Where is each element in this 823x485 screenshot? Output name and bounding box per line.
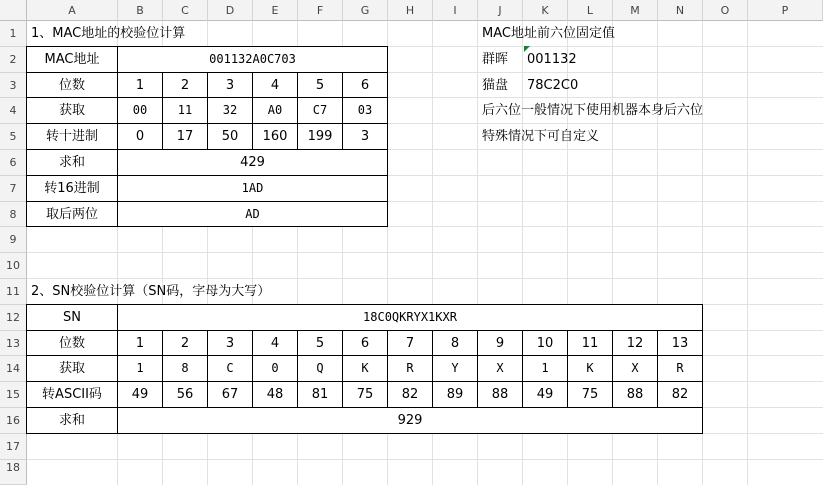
comment-indicator-icon bbox=[524, 46, 530, 52]
sn-ascii-cell[interactable]: 56 bbox=[162, 381, 208, 408]
sn-ascii-cell[interactable]: 89 bbox=[432, 381, 478, 408]
mac-position-label-cell[interactable]: 位数 bbox=[26, 72, 118, 99]
mac-part-cell[interactable]: 00 bbox=[117, 97, 163, 124]
column-header-m[interactable]: M bbox=[613, 0, 658, 21]
row-header-13[interactable]: 13 bbox=[0, 331, 27, 357]
mac-decimal-cell[interactable]: 17 bbox=[162, 123, 208, 150]
row-header-10[interactable]: 10 bbox=[0, 253, 27, 279]
note-line-2[interactable]: 特殊情况下可自定义 bbox=[482, 129, 600, 145]
column-header-h[interactable]: H bbox=[388, 0, 433, 21]
select-all-corner[interactable] bbox=[0, 0, 27, 21]
mac-get-label-cell[interactable]: 获取 bbox=[26, 97, 118, 124]
sn-ascii-cell[interactable]: 49 bbox=[522, 381, 568, 408]
mac-part-cell[interactable]: A0 bbox=[252, 97, 298, 124]
row-header-18[interactable]: 18 bbox=[0, 460, 27, 485]
mac-prefix-title[interactable]: MAC地址前六位固定值 bbox=[482, 26, 615, 41]
column-header-a[interactable]: A bbox=[27, 0, 118, 21]
sn-char-cell[interactable]: X bbox=[612, 355, 658, 382]
column-header-g[interactable]: G bbox=[343, 0, 388, 21]
sn-position-cell[interactable]: 10 bbox=[522, 330, 568, 357]
sn-position-cell[interactable]: 9 bbox=[477, 330, 523, 357]
mac-decimal-cell[interactable]: 199 bbox=[297, 123, 343, 150]
sn-section-title[interactable]: 2、SN校验位计算（SN码，字母为大写） bbox=[31, 284, 271, 299]
column-header-f[interactable]: F bbox=[298, 0, 343, 21]
column-header-c[interactable]: C bbox=[163, 0, 208, 21]
mac-part-cell[interactable]: 32 bbox=[207, 97, 253, 124]
column-header-b[interactable]: B bbox=[118, 0, 163, 21]
mac-decimal-cell[interactable]: 50 bbox=[207, 123, 253, 150]
sn-char-cell[interactable]: 1 bbox=[117, 355, 163, 382]
mac-position-cell[interactable]: 4 bbox=[252, 72, 298, 99]
row-header-14[interactable]: 14 bbox=[0, 356, 27, 382]
mac-decimal-cell[interactable]: 160 bbox=[252, 123, 298, 150]
sn-position-cell[interactable]: 11 bbox=[567, 330, 613, 357]
sn-char-cell[interactable]: Y bbox=[432, 355, 478, 382]
sn-position-cell[interactable]: 7 bbox=[387, 330, 433, 357]
sn-ascii-cell[interactable]: 67 bbox=[207, 381, 253, 408]
row-header-5[interactable]: 5 bbox=[0, 124, 27, 150]
sn-position-cell[interactable]: 12 bbox=[612, 330, 658, 357]
sn-char-cell[interactable]: 8 bbox=[162, 355, 208, 382]
mac-hex-label-cell[interactable]: 转16进制 bbox=[26, 175, 118, 202]
row-header-1[interactable]: 1 bbox=[0, 21, 27, 47]
mac-hex-cell[interactable]: 1AD bbox=[117, 175, 388, 202]
sn-char-cell[interactable]: Q bbox=[297, 355, 343, 382]
row-header-12[interactable]: 12 bbox=[0, 305, 27, 331]
sn-position-cell[interactable]: 2 bbox=[162, 330, 208, 357]
sn-ascii-label-cell[interactable]: 转ASCII码 bbox=[26, 381, 118, 408]
row-header-17[interactable]: 17 bbox=[0, 434, 27, 460]
mac-position-cell[interactable]: 5 bbox=[297, 72, 343, 99]
row-header-2[interactable]: 2 bbox=[0, 47, 27, 73]
column-header-p[interactable]: P bbox=[748, 0, 823, 21]
sn-char-cell[interactable]: C bbox=[207, 355, 253, 382]
synology-value[interactable]: 001132 bbox=[527, 51, 577, 67]
column-header-k[interactable]: K bbox=[523, 0, 568, 21]
sn-ascii-cell[interactable]: 81 bbox=[297, 381, 343, 408]
gridline-h bbox=[27, 459, 823, 460]
nas-value[interactable]: 78C2C0 bbox=[527, 77, 579, 93]
sn-char-cell[interactable]: R bbox=[657, 355, 703, 382]
sn-get-label-cell[interactable]: 获取 bbox=[26, 355, 118, 382]
mac-part-cell[interactable]: C7 bbox=[297, 97, 343, 124]
sn-position-cell[interactable]: 13 bbox=[657, 330, 703, 357]
mac-sum-label-cell[interactable]: 求和 bbox=[26, 149, 118, 176]
column-header-e[interactable]: E bbox=[253, 0, 298, 21]
sn-position-cell[interactable]: 3 bbox=[207, 330, 253, 357]
sn-position-cell[interactable]: 1 bbox=[117, 330, 163, 357]
mac-sum-cell[interactable]: 429 bbox=[117, 149, 388, 176]
sn-position-cell[interactable]: 5 bbox=[297, 330, 343, 357]
mac-section-title[interactable]: 1、MAC地址的校验位计算 bbox=[31, 26, 186, 41]
column-header-l[interactable]: L bbox=[568, 0, 613, 21]
row-header-8[interactable]: 8 bbox=[0, 202, 27, 228]
row-header-4[interactable]: 4 bbox=[0, 98, 27, 124]
mac-position-cell[interactable]: 6 bbox=[342, 72, 388, 99]
sn-ascii-cell[interactable]: 75 bbox=[567, 381, 613, 408]
sn-char-cell[interactable]: 0 bbox=[252, 355, 298, 382]
sn-ascii-cell[interactable]: 88 bbox=[612, 381, 658, 408]
mac-decimal-cell[interactable]: 3 bbox=[342, 123, 388, 150]
sn-ascii-cell[interactable]: 88 bbox=[477, 381, 523, 408]
sn-char-cell[interactable]: X bbox=[477, 355, 523, 382]
mac-position-cell[interactable]: 2 bbox=[162, 72, 208, 99]
sn-ascii-cell[interactable]: 75 bbox=[342, 381, 388, 408]
sn-ascii-cell[interactable]: 48 bbox=[252, 381, 298, 408]
synology-label[interactable]: 群晖 bbox=[482, 51, 509, 67]
sn-ascii-cell[interactable]: 82 bbox=[657, 381, 703, 408]
mac-decimal-label-cell[interactable]: 转十进制 bbox=[26, 123, 118, 150]
mac-last2-label-cell[interactable]: 取后两位 bbox=[26, 201, 118, 228]
nas-label[interactable]: 猫盘 bbox=[482, 77, 509, 93]
sn-sum-cell[interactable]: 929 bbox=[117, 407, 703, 434]
sn-position-cell[interactable]: 6 bbox=[342, 330, 388, 357]
sn-char-cell[interactable]: 1 bbox=[522, 355, 568, 382]
row-header-7[interactable]: 7 bbox=[0, 176, 27, 202]
mac-last2-cell[interactable]: AD bbox=[117, 201, 388, 228]
row-header-9[interactable]: 9 bbox=[0, 227, 27, 253]
mac-position-cell[interactable]: 1 bbox=[117, 72, 163, 99]
column-header-j[interactable]: J bbox=[478, 0, 523, 21]
column-header-d[interactable]: D bbox=[208, 0, 253, 21]
sn-value-cell[interactable]: 18C0QKRYX1KXR bbox=[117, 304, 703, 331]
sn-position-label-cell[interactable]: 位数 bbox=[26, 330, 118, 357]
gridline-h bbox=[27, 252, 823, 253]
sn-label-cell[interactable]: SN bbox=[26, 304, 118, 331]
column-header-n[interactable]: N bbox=[658, 0, 703, 21]
sn-position-cell[interactable]: 4 bbox=[252, 330, 298, 357]
mac-part-cell[interactable]: 11 bbox=[162, 97, 208, 124]
row-header-15[interactable]: 15 bbox=[0, 382, 27, 408]
sn-sum-label-cell[interactable]: 求和 bbox=[26, 407, 118, 434]
mac-decimal-cell[interactable]: 0 bbox=[117, 123, 163, 150]
row-header-3[interactable]: 3 bbox=[0, 73, 27, 99]
sn-position-cell[interactable]: 8 bbox=[432, 330, 478, 357]
mac-position-cell[interactable]: 3 bbox=[207, 72, 253, 99]
row-header-6[interactable]: 6 bbox=[0, 150, 27, 176]
sn-ascii-cell[interactable]: 82 bbox=[387, 381, 433, 408]
sn-ascii-cell[interactable]: 49 bbox=[117, 381, 163, 408]
note-line-1[interactable]: 后六位一般情况下使用机器本身后六位 bbox=[482, 103, 704, 119]
mac-part-cell[interactable]: 03 bbox=[342, 97, 388, 124]
column-header-i[interactable]: I bbox=[433, 0, 478, 21]
column-header-o[interactable]: O bbox=[703, 0, 748, 21]
sn-char-cell[interactable]: R bbox=[387, 355, 433, 382]
row-header-11[interactable]: 11 bbox=[0, 279, 27, 305]
sn-char-cell[interactable]: K bbox=[342, 355, 388, 382]
mac-value-cell[interactable]: 001132A0C703 bbox=[117, 46, 388, 73]
sn-char-cell[interactable]: K bbox=[567, 355, 613, 382]
mac-label-cell[interactable]: MAC地址 bbox=[26, 46, 118, 73]
row-header-16[interactable]: 16 bbox=[0, 408, 27, 434]
